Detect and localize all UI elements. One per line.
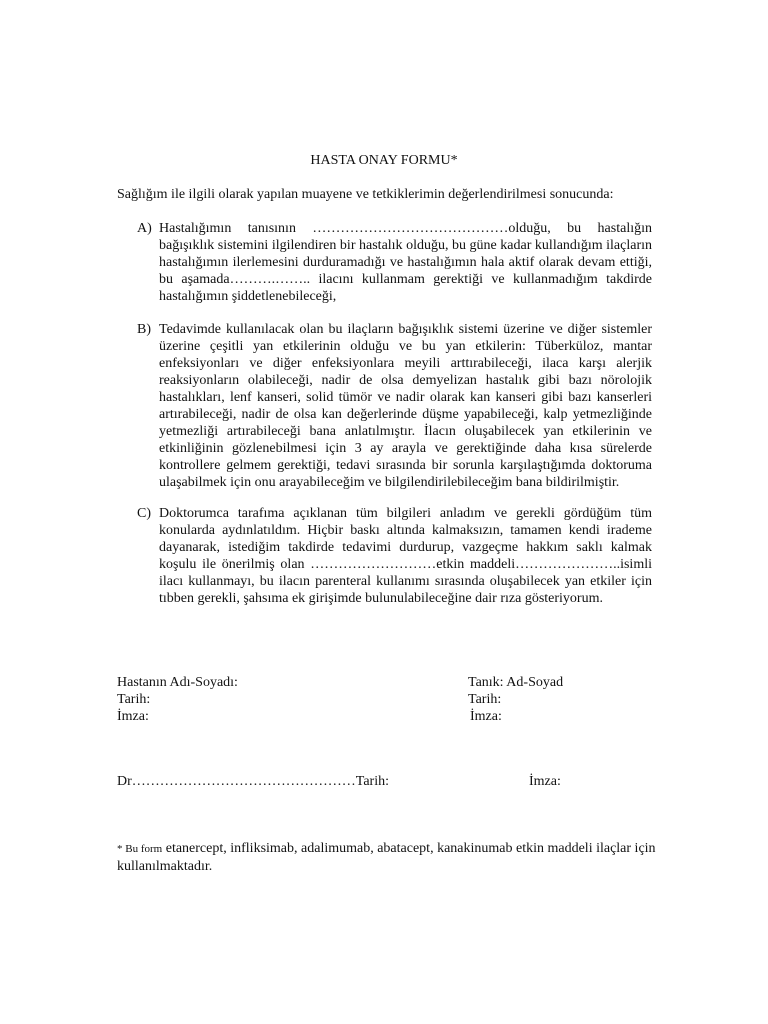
witness-date-label: Tarih: [468, 692, 502, 707]
form-title: HASTA ONAY FORMU* [310, 153, 458, 168]
clause-b-text: Tedavimde kullanılacak olan bu ilaçların bağışıklık sistemi üzerine ve diğer sistemler üzerine çeşitli yan etkilerinin olduğu ve bu yan etkilerin: Tüberküloz, mantar enfeksiyonları ve diğer enfeksiyonlara meyili arttırabileceği, ilaca karşı alerjik reaksiyonların olabileceği, nadir de olsa demyelizan hastalık gibi bazı nörolojik hastalıkları, lenf kanseri, solid tümör ve nadir olarak kan kanseri gibi bazı kanserleri artırabileceği, nadir de olsa kan değerlerinde düşme yapabileceği, kalp yetmezliğinde yetmezliği artırabileceği bana anlatılmıştır. İlacın oluşabilecek yan etkilerinin ve etkinliğinin gözlenebilmesi için 3 ay arayla ve gerektiğinde daha kısa sürelerde kontrollere gelmem gerektiği, tedavi sırasında bir sorunla karşılaştığımda doktoruma ulaşabilmek için onu arayabileceğim ve bilgilendirilebileceğim bana bildirilmiştir. [159, 322, 652, 490]
intro-text: Sağlığım ile ilgili olarak yapılan muayene ve tetkiklerimin değerlendirilmesi sonucunda: [117, 187, 614, 202]
clause-c [117, 505, 652, 607]
patient-signature-block [117, 674, 238, 725]
clause-b [117, 321, 652, 491]
witness-signature-label: İmza: [470, 709, 502, 724]
doctor-signature-line [117, 773, 657, 790]
patient-name-label: Hastanın Adı-Soyadı: [117, 675, 238, 690]
witness-name-label: Tanık: Ad-Soyad [468, 675, 564, 690]
clause-a [117, 220, 652, 305]
clause-b-marker: B) [137, 322, 151, 337]
patient-signature-label: İmza: [117, 709, 149, 724]
footnote-text: etanercept, infliksimab, adalimumab, abatacept, kanakinumab etkin maddeli ilaçlar için kullanılmaktadır. [117, 841, 656, 874]
doctor-name-date-line: Dr…………………………………………Tarih: [117, 774, 390, 789]
clause-c-marker: C) [137, 506, 151, 521]
footnote-prefix: * Bu form [117, 843, 163, 855]
doctor-signature-label: İmza: [529, 774, 561, 789]
clause-a-text: Hastalığımın tanısının ……………………………………olduğu, bu hastalığın bağışıklık sistemini ilgilendiren bir hastalık olduğu, bu güne kadar kullandığım ilaçların hastalığımın ilerlemesini durduramadığı ve hastalığımın hala aktif olarak devam ettiği, bu aşamada……….…….. ilacını kullanmam gerektiği ve kullanmadığım takdirde hastalığımın şiddetlenebileceği, [159, 221, 652, 304]
clause-a-marker: A) [137, 221, 152, 236]
patient-date-label: Tarih: [117, 692, 151, 707]
witness-signature-block [468, 674, 563, 725]
footnote [117, 840, 657, 875]
clause-c-text: Doktorumca tarafıma açıklanan tüm bilgileri anladım ve gerekli gördüğüm tüm konularda aydınlatıldım. Hiçbir baskı altında kalmaksızın, tamamen kendi irademe dayanarak, istediğim takdirde tedavimi durdurup, vazgeçme hakkım saklı kalmak koşulu ile önerilmiş olan ………………………etkin maddeli…………………..isimli ilacı kullanmayı, bu ilacın parenteral kullanımı sırasında oluşabilecek yan etkiler için tıbben gerekli, şahsıma ek girişimde bulunulabileceğine dair rıza gösteriyorum. [159, 506, 652, 606]
